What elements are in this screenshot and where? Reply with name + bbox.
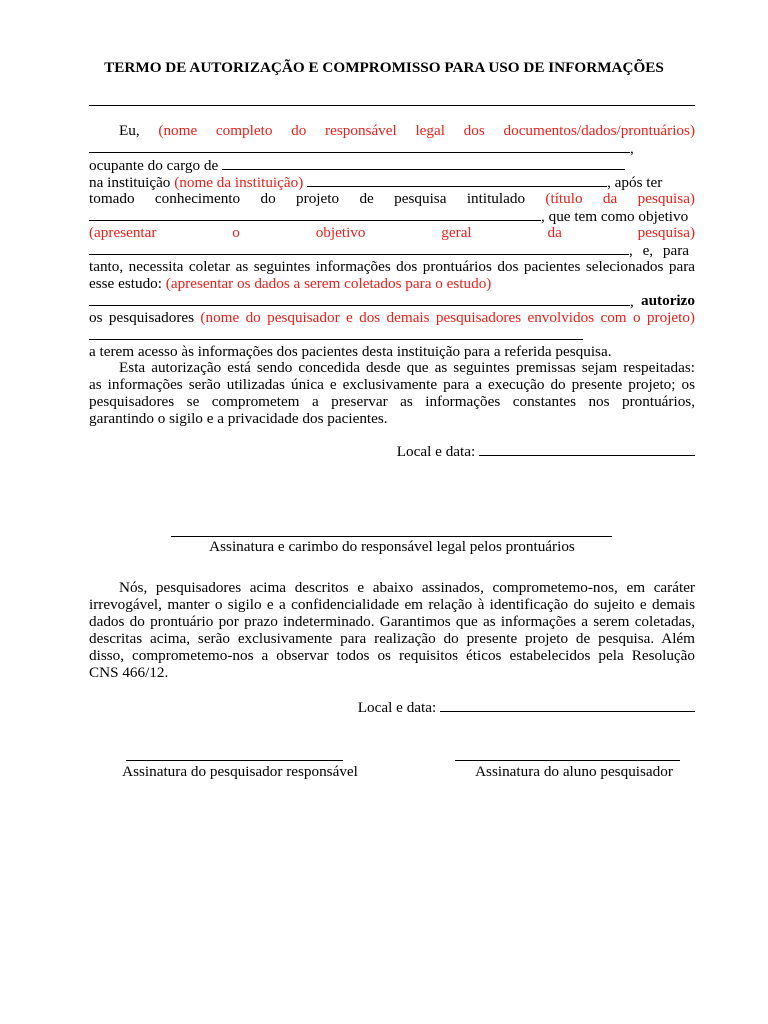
placeholder-responsavel: (nome completo do responsável legal dos documentos/dados/prontuários) [158, 122, 695, 139]
signature-line-pesquisador[interactable] [126, 760, 343, 761]
placeholder-instituicao: (nome da instituição) [174, 174, 304, 191]
signature-label-responsavel: Assinatura e carimbo do responsável legal pelos prontuários [209, 538, 575, 555]
p1-line-1: Eu, (nome completo do responsável legal dos documentos/dados/prontuários) [119, 122, 695, 139]
p3-line-4: descritas acima, serão exclusivamente para realização do presente projeto de pesquisa. Além [89, 630, 695, 647]
p1-line-10: esse estudo: (apresentar os dados a serem coletados para o estudo) [89, 275, 492, 292]
signature-line-aluno[interactable] [455, 760, 680, 761]
p1-line-6: , que tem como objetivo [89, 207, 695, 225]
p1-line-11: , autorizo [89, 292, 695, 310]
p1-line-12: os pesquisadores (nome do pesquisador e dos demais pesquisadores envolvidos com o projeto) [89, 309, 695, 326]
p1-line-9: tanto, necessita coletar as seguintes informações dos prontuários dos pacientes selecionados para [89, 258, 695, 275]
p3-line-6: CNS 466/12. [89, 664, 169, 681]
local-data-1-field[interactable] [479, 442, 695, 456]
p1-line-8: , e, para [89, 241, 695, 259]
placeholder-pesquisadores: (nome do pesquisador e dos demais pesquisadores envolvidos com o projeto) [200, 309, 695, 326]
p1-line-5: tomado conhecimento do projeto de pesquisa intitulado (título da pesquisa) [89, 190, 695, 207]
p2-line-4: garantindo o sigilo e a privacidade dos pacientes. [89, 410, 388, 427]
placeholder-titulo: (título da pesquisa) [545, 190, 695, 207]
p3-line-1: Nós, pesquisadores acima descritos e abaixo assinados, comprometemo-nos, em caráter [119, 579, 695, 596]
local-data-1: Local e data: [89, 442, 695, 460]
local-data-2: Local e data: [89, 698, 695, 716]
signature-label-aluno: Assinatura do aluno pesquisador [475, 763, 673, 780]
p2-line-1: Esta autorização está sendo concedida desde que as seguintes premissas sejam respeitadas: [119, 359, 695, 376]
signature-label-pesquisador: Assinatura do pesquisador responsável [122, 763, 358, 780]
p3-line-3: dados do prontuário por prazo indeterminado. Garantimos que as informações a serem coletadas, [89, 613, 695, 630]
placeholder-dados: (apresentar os dados a serem coletados para o estudo) [165, 275, 492, 292]
p2-line-2: as informações serão utilizadas única e exclusivamente para a execução do presente projeto; os [89, 376, 695, 393]
p3-line-2: irrevogável, manter o sigilo e a confidencialidade em relação à identificação do sujeito e demais [89, 596, 695, 613]
p3-line-5: disso, comprometemo-nos a observar todos os requisitos éticos estabelecidos pela Resolução [89, 647, 695, 664]
signature-line-responsavel[interactable] [171, 536, 612, 537]
p1-line-14: a terem acesso às informações dos pacientes desta instituição para a referida pesquisa. [89, 343, 612, 360]
p1-line-2: , [89, 139, 695, 157]
p1-line-4: na instituição (nome da instituição) , após ter [89, 174, 663, 191]
p1-line-3: ocupante do cargo de [89, 156, 695, 174]
p1-line-13 [89, 326, 695, 344]
local-data-2-field[interactable] [440, 698, 695, 712]
placeholder-objetivo: (apresentar o objetivo geral da pesquisa) [89, 224, 695, 241]
title-rule [89, 105, 695, 106]
p2-line-3: pesquisadores se comprometem a preservar as informações constantes nos prontuários, [89, 393, 695, 410]
document-title: TERMO DE AUTORIZAÇÃO E COMPROMISSO PARA USO DE INFORMAÇÕES [104, 59, 664, 76]
